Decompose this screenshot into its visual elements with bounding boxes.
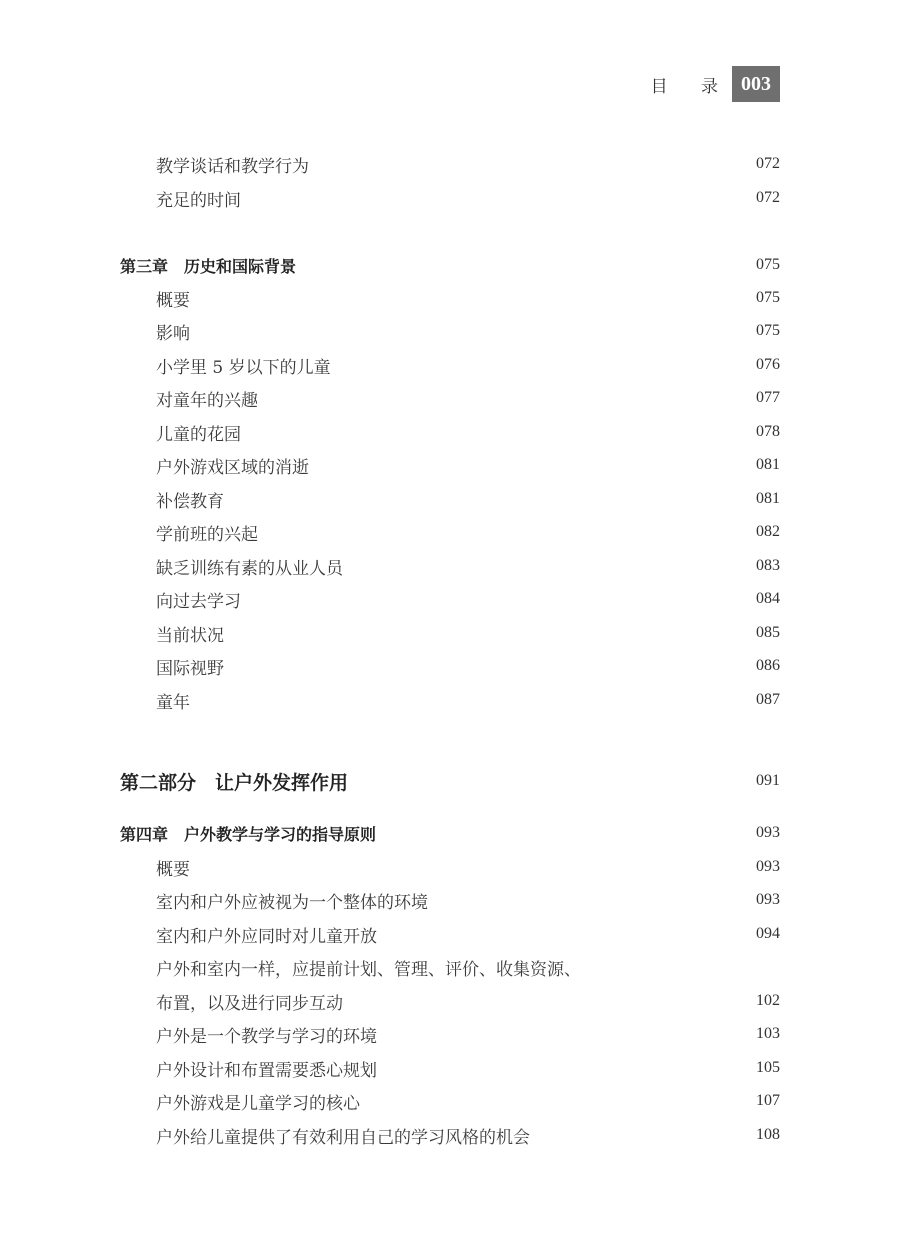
toc-entry[interactable] xyxy=(120,586,780,612)
toc-entry-page: 091 xyxy=(756,772,780,789)
toc-entry-title: 学前班的兴起 xyxy=(156,524,258,545)
toc-entry-title: 小学里 5 岁以下的儿童 xyxy=(156,357,331,378)
toc-entry-page: 093 xyxy=(756,824,780,841)
header-label: 目 录 xyxy=(650,76,732,97)
toc-chapter-title: 第四章 户外教学与学习的指导原则 xyxy=(120,824,377,844)
toc-entry-page: 076 xyxy=(756,356,780,373)
toc-entry-page: 093 xyxy=(756,858,780,875)
toc-entry-title: 补偿教育 xyxy=(156,491,224,512)
toc-entry-page: 093 xyxy=(756,891,780,908)
toc-entry-page: 102 xyxy=(756,992,780,1009)
toc-entry[interactable] xyxy=(120,620,780,646)
toc-entry[interactable] xyxy=(120,988,780,1014)
toc-entry-title: 户外游戏区域的消逝 xyxy=(156,457,309,478)
toc-entry[interactable] xyxy=(120,285,780,311)
toc-entry-page: 077 xyxy=(756,389,780,406)
toc-entry-page: 105 xyxy=(756,1059,780,1076)
toc-entry-page: 085 xyxy=(756,624,780,641)
toc-entry-title: 概要 xyxy=(156,290,190,311)
toc-entry[interactable] xyxy=(120,452,780,478)
toc-entry-title: 儿童的花园 xyxy=(156,424,241,445)
toc-entry[interactable] xyxy=(120,954,780,980)
toc-entry-page: 094 xyxy=(756,925,780,942)
toc-entry-title: 充足的时间 xyxy=(156,190,241,211)
toc-entry-title: 概要 xyxy=(156,859,190,880)
toc-entry[interactable] xyxy=(120,1122,780,1148)
toc-entry-title: 室内和户外应被视为一个整体的环境 xyxy=(156,892,428,913)
toc-entry[interactable] xyxy=(120,486,780,512)
toc-entry[interactable] xyxy=(120,687,780,713)
toc-entry-page: 108 xyxy=(756,1126,780,1143)
toc-entry-title: 向过去学习 xyxy=(156,591,241,612)
toc-entry-page: 083 xyxy=(756,557,780,574)
toc-entry[interactable] xyxy=(120,1088,780,1114)
toc-entry-page: 075 xyxy=(756,289,780,306)
toc-entry[interactable] xyxy=(120,385,780,411)
toc-entry[interactable] xyxy=(120,921,780,947)
toc-entry[interactable] xyxy=(120,151,780,177)
toc-entry-page: 086 xyxy=(756,657,780,674)
toc-entry[interactable] xyxy=(120,854,780,880)
toc-entry-title: 教学谈话和教学行为 xyxy=(156,156,309,177)
toc-entry[interactable] xyxy=(120,887,780,913)
toc-entry-title: 缺乏训练有素的从业人员 xyxy=(156,558,343,579)
toc-entry[interactable] xyxy=(120,653,780,679)
toc-entry[interactable] xyxy=(120,352,780,378)
toc-chapter-entry[interactable] xyxy=(120,820,780,846)
toc-entry-title: 童年 xyxy=(156,692,190,713)
toc-entry-page: 107 xyxy=(756,1092,780,1109)
toc-entry[interactable] xyxy=(120,1055,780,1081)
toc-entry[interactable] xyxy=(120,185,780,211)
toc-entry-page: 087 xyxy=(756,691,780,708)
toc-entry[interactable] xyxy=(120,419,780,445)
toc-entry-title: 对童年的兴趣 xyxy=(156,390,258,411)
toc-entry-page: 103 xyxy=(756,1025,780,1042)
toc-entry[interactable] xyxy=(120,318,780,344)
toc-entry[interactable] xyxy=(120,1021,780,1047)
toc-chapter-entry[interactable] xyxy=(120,252,780,278)
toc-entry-page: 078 xyxy=(756,423,780,440)
toc-entry-page: 081 xyxy=(756,490,780,507)
toc-entry-title: 户外是一个教学与学习的环境 xyxy=(156,1026,377,1047)
toc-entry[interactable] xyxy=(120,519,780,545)
toc-entry-page: 084 xyxy=(756,590,780,607)
toc-part-entry[interactable] xyxy=(120,768,780,794)
toc-entry-title: 国际视野 xyxy=(156,658,224,679)
toc-entry[interactable] xyxy=(120,553,780,579)
page-number-box: 003 xyxy=(732,66,780,102)
toc-entry-page: 081 xyxy=(756,456,780,473)
running-header xyxy=(651,66,780,102)
toc-chapter-title: 第三章 历史和国际背景 xyxy=(120,256,297,276)
toc-entry-title: 户外和室内一样，应提前计划、管理、评价、收集资源、 xyxy=(156,959,581,980)
toc-entry-page: 072 xyxy=(756,189,780,206)
toc-entry-page: 072 xyxy=(756,155,780,172)
toc-entry-title: 当前状况 xyxy=(156,625,224,646)
toc-entry-page: 082 xyxy=(756,523,780,540)
toc-part-title: 第二部分 让户外发挥作用 xyxy=(120,771,349,794)
toc-entry-title: 户外给儿童提供了有效利用自己的学习风格的机会 xyxy=(156,1127,530,1148)
toc-entry-page: 075 xyxy=(756,322,780,339)
toc-entry-page: 075 xyxy=(756,256,780,273)
toc-entry-title: 室内和户外应同时对儿童开放 xyxy=(156,926,377,947)
toc-entry-title: 影响 xyxy=(156,323,190,344)
toc-entry-title: 户外设计和布置需要悉心规划 xyxy=(156,1060,377,1081)
toc-entry-title: 户外游戏是儿童学习的核心 xyxy=(156,1093,360,1114)
toc-entry-title: 布置，以及进行同步互动 xyxy=(156,993,343,1014)
